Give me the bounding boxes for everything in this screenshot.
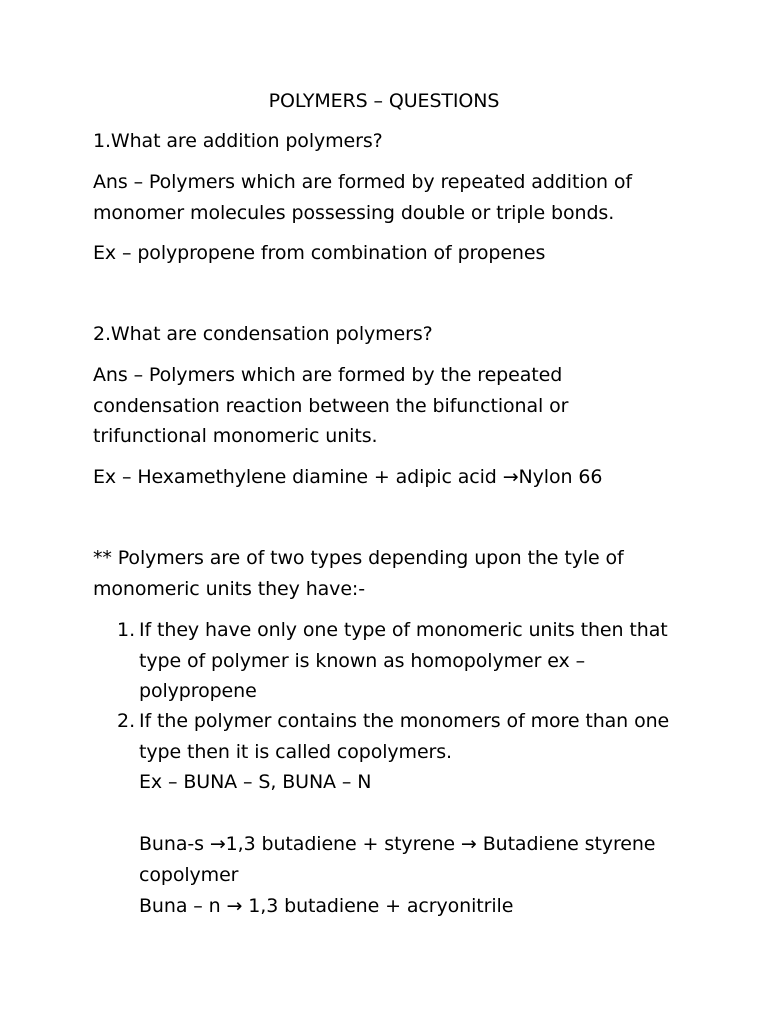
note-line-2: monomeric units they have:- — [93, 578, 365, 600]
list-item-1-line-2: type of polymer is known as homopolymer ex – — [139, 650, 585, 672]
question-2: 2.What are condensation polymers? — [93, 323, 433, 345]
answer-2-line-3: trifunctional monomeric units. — [93, 425, 378, 447]
example-1: Ex – polypropene from combination of propenes — [93, 242, 546, 264]
list-item-2-line-1: If the polymer contains the monomers of more than one — [139, 710, 670, 732]
list-item-1-line-3: polypropene — [139, 680, 257, 702]
list-item-2-line-6: Buna – n → 1,3 butadiene + acryonitrile — [139, 895, 514, 917]
list-item-2-line-4: Buna-s →1,3 butadiene + styrene → Butadiene styrene — [139, 833, 656, 855]
answer-1-line-1: Ans – Polymers which are formed by repeated addition of — [93, 171, 632, 193]
answer-1-line-2: monomer molecules possessing double or triple bonds. — [93, 202, 615, 224]
answer-2-line-1: Ans – Polymers which are formed by the repeated — [93, 364, 563, 386]
answer-2-line-2: condensation reaction between the bifunctional or — [93, 395, 569, 417]
list-item-2-number: 2. — [117, 710, 136, 732]
page-title: POLYMERS – QUESTIONS — [268, 90, 500, 112]
list-item-2-line-5: copolymer — [139, 864, 239, 886]
list-item-1-line-1: If they have only one type of monomeric units then that — [139, 619, 668, 641]
note-line-1: ** Polymers are of two types depending upon the tyle of — [93, 547, 624, 569]
example-2: Ex – Hexamethylene diamine + adipic acid →Nylon 66 — [93, 466, 603, 488]
list-item-1-number: 1. — [117, 619, 136, 641]
list-item-2-line-2: type then it is called copolymers. — [139, 741, 452, 763]
question-1: 1.What are addition polymers? — [93, 130, 383, 152]
list-item-2-line-3: Ex – BUNA – S, BUNA – N — [139, 771, 372, 793]
